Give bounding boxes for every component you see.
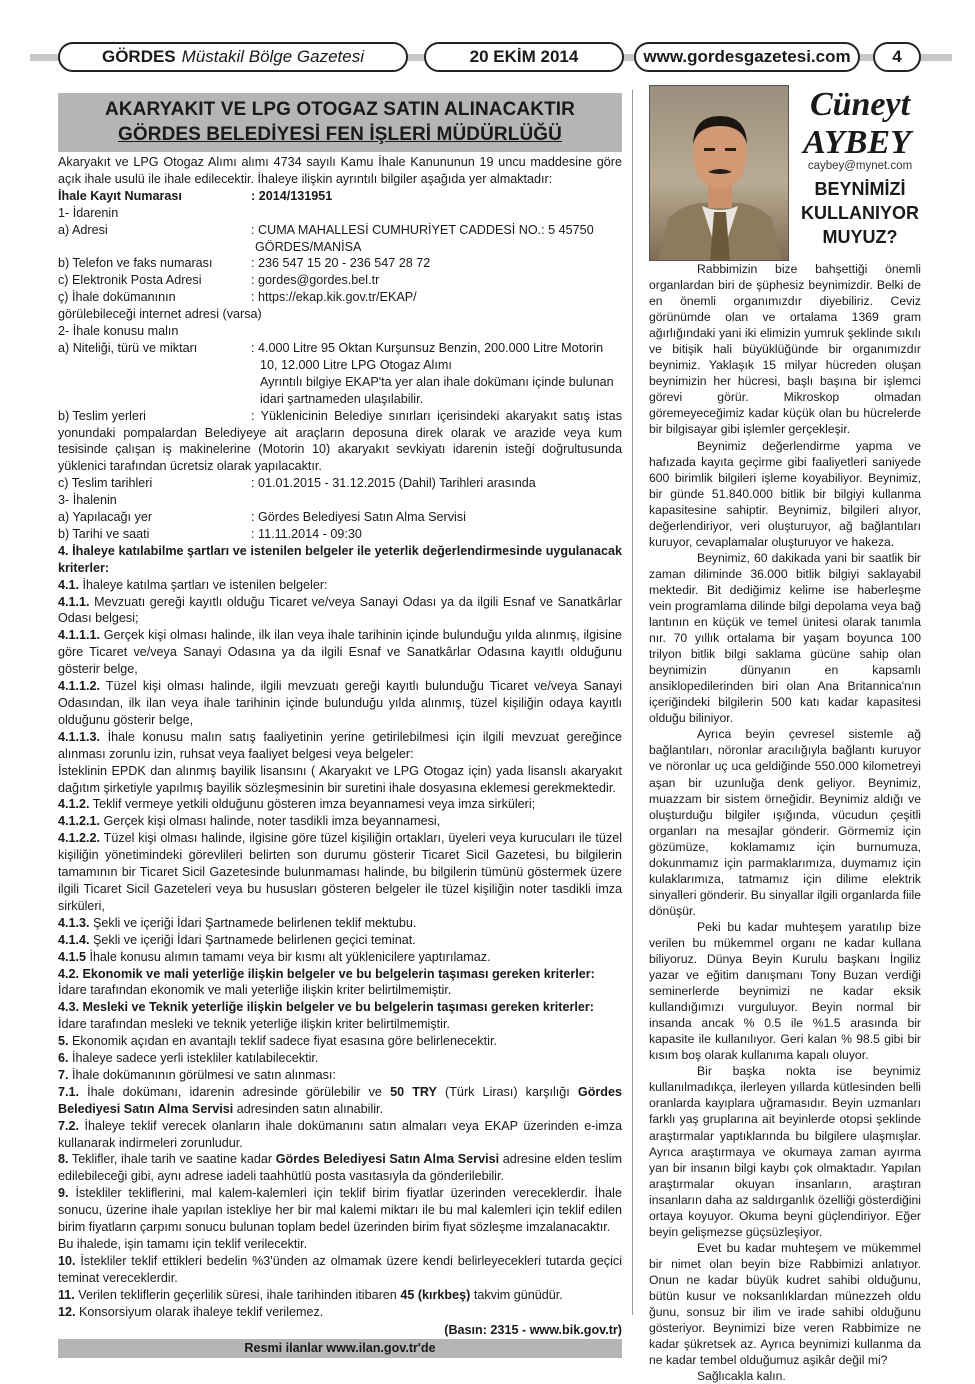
dokuman-label-2: görülebileceği internet adresi (varsa) bbox=[58, 307, 262, 322]
item-6 bbox=[58, 1050, 622, 1067]
item-text: Gerçek kişi olması halinde, noter tasdikli imza beyannamesi, bbox=[100, 814, 441, 829]
column-paragraph: Ayrıca beyin çevresel sistemle ağ bağlantıları, nöronlar aracılığıyla bağlantı kuruyor ve nöronlar uç uca geldiğinde 550.000 kilometreyi aşan bir uzunluğa denk geliyor. Beynimiz, muazzam bir sistem örneğidir. Beynimiz aldığı ve oluşturduğu bilgiler ışığında, vücudun çeşitli organları na mesajlar gönderir. Görmemiz için gözümüze, koklamamız için burnumuza, dokunmamız için parmaklarımıza, duymamız için kulaklarımıza, tatmamız için dilime elektrik sinyalleri gönderir. Bu sinyallar ilgili organlarda fiile dönüşür. bbox=[649, 727, 921, 918]
item-text: İhale dokümanı, idarenin adresinde görülebilir ve bbox=[79, 1084, 391, 1099]
notice-subtitle: GÖRDES BELEDİYESİ FEN İŞLERİ MÜDÜRLÜĞÜ bbox=[117, 124, 562, 145]
page-number-pill bbox=[873, 42, 921, 72]
item-text: İhale dokümanının görülmesi ve satın alınması: bbox=[68, 1067, 336, 1082]
item-number: 12. bbox=[58, 1304, 76, 1319]
item-text: İhaleye teklif verecek olanların ihale dokümanını satın almaları veya EKAP üzerinden e-imza kullanarak indirmeleri zorunludur. bbox=[58, 1118, 622, 1150]
item-number: 4.1.1.1. bbox=[58, 628, 101, 643]
item-number: 4.1.1.2. bbox=[58, 679, 101, 694]
document-fee: 50 TRY bbox=[390, 1084, 437, 1099]
telefon-value: : 236 547 15 20 - 236 547 28 72 bbox=[251, 256, 431, 271]
ihale-yer-row bbox=[58, 509, 622, 526]
item-text: Şekli ve içeriği İdari Şartnamede belirlenen geçici teminat. bbox=[89, 932, 416, 947]
ihale-yer-value: : Gördes Belediyesi Satın Alma Servisi bbox=[251, 510, 466, 525]
ihale-yer-label: a) Yapılacağı yer bbox=[58, 510, 153, 525]
teslim-label: b) Teslim yerleri bbox=[58, 408, 146, 423]
item-text: Teklifler, ihale tarih ve saatine kadar bbox=[68, 1152, 276, 1167]
item-text: İhaleye katılma şartları ve istenilen belgeler: bbox=[79, 577, 328, 592]
dokuman-row bbox=[58, 289, 622, 306]
teslim-tarih-row bbox=[58, 475, 622, 492]
item-text: takvim günüdür. bbox=[470, 1287, 563, 1302]
item-4-1-3 bbox=[58, 915, 622, 932]
website-link[interactable]: www.gordesgazetesi.com bbox=[643, 47, 851, 66]
submission-office: Gördes Belediyesi Satın Alma Servisi bbox=[275, 1152, 500, 1167]
item-4-1-2-1 bbox=[58, 813, 622, 830]
item-8 bbox=[58, 1151, 622, 1185]
item-text: Teklif vermeye yetkili olduğunu gösteren imza beyannamesi veya imza sirküleri; bbox=[89, 797, 536, 812]
kayit-label: İhale Kayıt Numarası bbox=[58, 188, 182, 203]
column-paragraph: Beynimiz, 60 dakikada yani bir saatlik bir zaman diliminde 36.000 bitlik bilgiyi saklayabil mektedir. Bit dediğimiz kelime ise haberleşme vein programlama dilinde bilgi depolama veya bağ lantının en küçük ve temel ünitesi olarak tanımla nır. 70 yıllık ortalama bir yaşam boyunca 100 trilyon bitlik bilgi saklama gücüne sahip olan beynimizin dünyanın en kapsamlı ansiklopedilerinden biri olan Ana Britannica'nın içeriğindeki bilgilerin 500 katı kadar kapasitesi olduğu biliniyor. bbox=[649, 550, 921, 726]
validity-days: 45 (kırkbeş) bbox=[400, 1287, 471, 1302]
item-11 bbox=[58, 1287, 622, 1304]
purchase-office: Gördes Belediyesi Satın Alma Servisi bbox=[58, 1084, 622, 1116]
item-text: Tüzel kişi olması halinde, ilgili mevzuatı gereği kayıtlı bulunduğu Ticaret ve/veya Sanayi Odasından, ilk ilan veya ihale tarihinin içinde bulunduğu yılda alınmış, tüzel kişiliğin odaya kayıtlı olduğunu gösterir belge, bbox=[58, 679, 622, 727]
section-3: 3- İhalenin bbox=[58, 493, 117, 508]
column-paragraph: Beynimiz değerlendirme yapma ve hafızada kayıta geçirme gibi faaliyetleri saniyede 600 birimlik bilgileri işleme koyabiliyor. Beynimiz, bir günde 51.840.000 bitlik bir bilgiyi kullanma kapasitesine sahiptir. Beynimiz, bilgileri alıyor, değerlendiriyor, veri oluşturuyor, ağ bağlantıları kuruyor, cevaplamalar oluşturuyor ve hakeza. bbox=[649, 438, 921, 549]
newspaper-name: GÖRDES bbox=[101, 47, 176, 66]
notice-title-box bbox=[58, 93, 622, 152]
item-number: 4.1.2.2. bbox=[58, 831, 101, 846]
item-12 bbox=[58, 1304, 622, 1321]
item-text: Ekonomik açıdan en avantajlı teklif sadece fiyat esasına göre belirlenecektir. bbox=[68, 1034, 497, 1049]
item-number: 7.2. bbox=[58, 1118, 80, 1133]
item-number: 4.1.3. bbox=[58, 915, 90, 930]
item-text: Şekli ve içeriği İdari Şartnamede belirlenen teklif mektubu. bbox=[89, 915, 417, 930]
adres-value: : CUMA MAHALLESİ CUMHURİYET CADDESİ NO.: 5 45750 bbox=[251, 222, 594, 237]
item-4-1-1-1 bbox=[58, 627, 622, 678]
kayit-row bbox=[58, 188, 622, 205]
dokuman-label: ç) İhale dokümanının bbox=[58, 290, 176, 305]
adres-row bbox=[58, 222, 622, 239]
column-title-line: MUYUZ? bbox=[822, 227, 898, 247]
item-10 bbox=[58, 1253, 622, 1287]
eposta-label: c) Elektronik Posta Adresi bbox=[58, 273, 202, 288]
issue-date: 20 EKİM 2014 bbox=[469, 47, 579, 66]
item-9-note: Bu ihalede, işin tamamı için teklif verilecektir. bbox=[58, 1237, 308, 1251]
column-paragraph: Sağlıcakla kalın. bbox=[697, 1369, 786, 1384]
author-last-name: AYBEY bbox=[803, 124, 911, 161]
item-number: 4.1. bbox=[58, 577, 80, 592]
item-text: Verilen tekliflerin geçerlilik süresi, ihale tarihinden itibaren bbox=[74, 1287, 401, 1302]
column-title bbox=[799, 177, 921, 249]
column-paragraph: Peki bu kadar muhteşem yaratılıp bize verilen bu mükemmel organı ne kadar kullana biliyoruz. Dünya Beyin Kurulu başkanı İngiliz yazar ve eğitim danışmanı Tony Buzan verdiği seminerlerde beynimizi ne kadar eksik kullandığımızı vurguluyor. Beyin normal bir insanda ancak % 0.5 ile %1.5 arasında bir kapasite ile kullanılıyor. Geri kalan % 98.5 gibi bir kısım boş olarak kullanıma kapalı oluyor. bbox=[649, 919, 921, 1063]
adres-value-2: GÖRDES/MANİSA bbox=[255, 239, 362, 254]
author-email[interactable]: caybey@mynet.com bbox=[807, 160, 913, 172]
item-text: İhaleye sadece yerli istekliler katılabilecektir. bbox=[68, 1051, 319, 1066]
item-4-2-heading: 4.2. Ekonomik ve mali yeterliğe ilişkin belgeler ve bu belgelerin taşıması gereken kriterler: bbox=[58, 966, 595, 981]
telefon-row bbox=[58, 255, 622, 272]
item-number: 4.1.2.1. bbox=[58, 814, 101, 829]
column-title-line: KULLANIYOR bbox=[801, 203, 919, 223]
item-4-2: İdare tarafından ekonomik ve mali yeterliğe ilişkin kriter belirtilmemiştir. bbox=[58, 983, 452, 998]
adres-label: a) Adresi bbox=[58, 222, 108, 237]
item-4-1 bbox=[58, 577, 622, 594]
teslim-tarih-label: c) Teslim tarihleri bbox=[58, 476, 153, 491]
item-number: 9. bbox=[58, 1186, 69, 1201]
notice-intro: Akaryakıt ve LPG Otogaz Alımı alımı 4734 sayılı Kamu İhale Kanununun 19 uncu maddesine göre açık ihale usulü ile ihale edilecektir. İhaleye ilişkin ayrıntılı bilgiler aşağıda yer almaktadır: bbox=[58, 155, 622, 186]
telefon-label: b) Telefon ve faks numarası bbox=[58, 256, 213, 271]
kayit-value: : 2014/131951 bbox=[251, 188, 333, 203]
newspaper-subtitle: Müstakil Bölge Gazetesi bbox=[181, 47, 365, 66]
item-number: 10. bbox=[58, 1253, 76, 1268]
page-number: 4 bbox=[892, 47, 902, 66]
item-4-1-1-2 bbox=[58, 678, 622, 729]
nitelik-value-2: 10, 12.000 Litre LPG Otogaz Alımı bbox=[260, 357, 452, 372]
nitelik-label: a) Niteliği, türü ve miktarı bbox=[58, 340, 198, 355]
item-text: Konsorsiyum olarak ihaleye teklif verilemez. bbox=[75, 1304, 324, 1319]
item-number: 4.1.5 bbox=[58, 949, 87, 964]
item-text: İstekliler teklif ettikleri bedelin %3'ünden az olmamak üzere kendi belirleyecekleri tutarda geçici teminat vereceklerdir. bbox=[58, 1253, 622, 1285]
item-4-3: İdare tarafından mesleki ve teknik yeterliğe ilişkin kriter belirtilmemiştir. bbox=[58, 1017, 450, 1032]
ihale-saat-value: : 11.11.2014 - 09:30 bbox=[251, 526, 362, 541]
item-7-1 bbox=[58, 1084, 622, 1118]
item-number: 8. bbox=[58, 1152, 69, 1167]
nitelik-value-3: Ayrıntılı bilgiye EKAP'ta yer alan ihale dokümanı içinde bulunan bbox=[260, 374, 614, 389]
item-number: 4.1.1.3. bbox=[58, 729, 101, 744]
item-4-1-1 bbox=[58, 594, 622, 628]
section-1: 1- İdarenin bbox=[58, 205, 119, 220]
item-4-1-1-3-detail: İsteklinin EPDK dan alınmış bayilik lisansını ( Akaryakıt ve LPG Otogaz için) yada lisanslı akaryakıt dağıtım şirketiyle yapılmış bayilik sözleşmesinin bir suretini ihale dosyasına eklemesi gerekmektedir. bbox=[58, 763, 622, 795]
item-number: 4.1.4. bbox=[58, 932, 90, 947]
column-paragraph: Evet bu kadar muhteşem ve mükemmel bir nimet olan beyin bize Rabbimizi anlatıyor. Onun ne kadar büyük kudret sahibi olduğunu, bütün kusur ve noksanlıklardan münezzeh oldu ğunu, sonsuz bir ilim ve irade sahibi olduğunu gösteriyor. Beynimizi bize veren Rabbimize ne kadar şükretsek az. Ayrıca beynimizi kullanma da ne kadar tembel olduğumuz aşikâr değil mi? bbox=[649, 1240, 921, 1368]
item-text: İhale konusu alımın tamamı veya bir kısmı alt yüklenicilere yaptırılamaz. bbox=[86, 949, 491, 964]
item-4-1-2-2 bbox=[58, 830, 622, 915]
dokuman-url[interactable]: : https://ekap.kik.gov.tr/EKAP/ bbox=[251, 290, 417, 305]
item-number: 6. bbox=[58, 1051, 69, 1066]
nitelik-value-4: idari şartnameden ulaşılabilir. bbox=[260, 391, 424, 406]
ihale-saat-row bbox=[58, 526, 622, 543]
item-number: 11. bbox=[58, 1287, 75, 1302]
item-7-2 bbox=[58, 1118, 622, 1152]
author-first-name: Cüneyt bbox=[809, 86, 911, 123]
item-text: Tüzel kişi olması halinde, ilgisine göre tüzel kişiliğin ortakları, üyeleri veya kurucuları ile tüzel kişiliğin yönetimindeki görevlileri belirten son durumu gösterir Ticaret Sicil Gazetesi, bu bilgilerin tamamının bir Ticaret Sicil Gazetesinde bulunmaması halinde, bu bilgilerin tümünü göstermek üzere ilgili Ticaret Sicil Gazeteleri veya bu hususları gösteren belgeler ile tüzel kişiliğin noter tasdikli imza sirküleri, bbox=[58, 831, 622, 913]
author-photo bbox=[649, 85, 789, 261]
item-9 bbox=[58, 1185, 622, 1236]
teslim-yerleri bbox=[58, 408, 622, 476]
item-number: 7. bbox=[58, 1067, 69, 1082]
item-7 bbox=[58, 1067, 622, 1084]
teslim-tarih-value: : 01.01.2015 - 31.12.2015 (Dahil) Tarihleri arasında bbox=[251, 476, 536, 491]
teslim-value: : Yüklenicinin Belediye sınırları içerisindeki akaryakıt satış istas yonundaki pompalardan Belediyeye ait araçların deposuna direk olarak ve arazide veya kum tesisinde çalışan iş makinelerine (Motorin 10) akaryakıt sevkiyatı idarenin isteği doğrultusunda yüklenici tarafından ücretsiz olarak yapılacaktır. bbox=[58, 408, 622, 474]
press-reference: (Basın: 2315 - www.bik.gov.tr) bbox=[444, 1322, 622, 1337]
item-text: Gerçek kişi olması halinde, ilk ilan veya ihale tarihinin içinde bulunduğu yılda alınmış, ilgisine göre Ticaret ve/veya Sanayi Odasına ya da ilgili Esnaf ve Sanatkârlar Odasına kayıtlı olduğunu gösterir belge, bbox=[58, 628, 622, 677]
item-text: adresinden satın alınabilir. bbox=[233, 1101, 384, 1116]
column-title-line: BEYNİMİZİ bbox=[814, 179, 906, 199]
column-divider bbox=[632, 90, 633, 1315]
eposta-value[interactable]: : gordes@gordes.bel.tr bbox=[251, 273, 380, 288]
item-4-1-4 bbox=[58, 932, 622, 949]
notice-body bbox=[58, 154, 622, 1358]
column-paragraph: Bir başka nokta ise beynimiz kullanılmadıkça, ilerleyen yıllarda kütlesinden belli oranlarda kayıplara uğramasıdır. Beyin uzmanları farklı yaş gruplarına ait beyinlerde otopsi şeklinde araştırmalar yaptıklarında bu bilgilere ulaşmışlar. Ayrıca araştırmaya ve okumaya zaman ayırma yan bir insanın bilgi kaybı çok olmaktadır. Yapılan araştırmalar okuyan insanların, araştıran insanların daha az saldırganlık özelliği gösterdiğini ortaya koyuyor. Okuma beyni güçlendiriyor. Eğer beyin gelişmezse güçsüzleşiyor. bbox=[649, 1064, 921, 1239]
item-text: (Türk Lirası) karşılığı bbox=[436, 1084, 578, 1099]
column-paragraph: Rabbimizin bize bahşettiği önemli organlardan biri de şüphesiz beynimizdir. Belki de en önemli organımızdır diyebiliriz. Ceviz görünümde olan ve ortalama 1369 gram ağırlığındaki yani iki elimizin yumruk şeklinde sıkılı ve bitişik hali büyüklüğünde bir organımızdır beynimiz. Yaklaşık 15 milyar hücreden oluşan beynimizin her hücresi, başlı başına bir işlemci görevi görür. Mikroskop olmadan göremeyeceğimiz kadar küçük olan bu hücrelerde bir bilgisayar gibi işlemler gerçekleşir. bbox=[649, 262, 921, 437]
website-pill[interactable] bbox=[634, 42, 860, 72]
section-2: 2- İhale konusu malın bbox=[58, 324, 179, 339]
notice-title: AKARYAKIT VE LPG OTOGAZ SATIN ALINACAKTIR bbox=[105, 99, 575, 120]
item-text: İstekliler tekliflerini, mal kalem-kalemleri için teklif birim fiyatlar üzerinden vereceklerdir. İhale sonucu, üzerine ihale yapılan istekliye her bir mal kalemi miktarı ile bu mal kalemleri için teklif edilen birim fiyatların çarpımı sonucu bulunan toplam bedel üzerinden birim fiyat sözleşme imzalanacaktır. bbox=[58, 1186, 622, 1235]
newspaper-name-pill bbox=[58, 42, 408, 72]
item-4-1-1-3 bbox=[58, 729, 622, 763]
nitelik-row bbox=[58, 340, 622, 357]
item-text: İhale konusu malın satış faaliyetinin yerine getirilebilmesi için ilgili mevzuat gereğince alınması zorunlu izin, ruhsat veya faaliyet belgesi veya belgeler: bbox=[58, 729, 622, 761]
item-text: adresine elden teslim edilebileceği gibi, aynı adrese iadeli taahhütlü posta vasıtasıyla da gönderilebilir. bbox=[58, 1152, 622, 1184]
tender-notice bbox=[58, 93, 622, 1358]
column-text bbox=[649, 261, 921, 1384]
item-number: 4.1.2. bbox=[58, 797, 90, 812]
eposta-row bbox=[58, 272, 622, 289]
item-4-1-2 bbox=[58, 796, 622, 813]
item-number: 7.1. bbox=[58, 1084, 80, 1099]
item-4-3-heading: 4.3. Mesleki ve Teknik yeterliğe ilişkin belgeler ve bu belgelerin taşıması gereken kriterler: bbox=[58, 1000, 594, 1015]
official-ads-banner: Resmi ilanlar www.ilan.gov.tr'de bbox=[58, 1339, 622, 1358]
nitelik-value: : 4.000 Litre 95 Oktan Kurşunsuz Benzin, 200.000 Litre Motorin bbox=[251, 340, 604, 355]
item-number: 4.1.1. bbox=[58, 594, 90, 609]
section-4: 4. İhaleye katılabilme şartları ve istenilen belgeler ile yeterlik değerlendirmesinde uygulanacak kriterler: bbox=[58, 543, 622, 575]
ihale-saat-label: b) Tarihi ve saati bbox=[58, 526, 150, 541]
issue-date-pill bbox=[424, 42, 624, 72]
item-text: Mevzuatı gereği kayıtlı olduğu Ticaret ve/veya Sanayi Odası ya da ilgili Esnaf ve Sanatkârlar Odası belgesi; bbox=[58, 594, 622, 626]
item-4-1-5 bbox=[58, 949, 622, 966]
item-5 bbox=[58, 1033, 622, 1050]
item-number: 5. bbox=[58, 1034, 69, 1049]
